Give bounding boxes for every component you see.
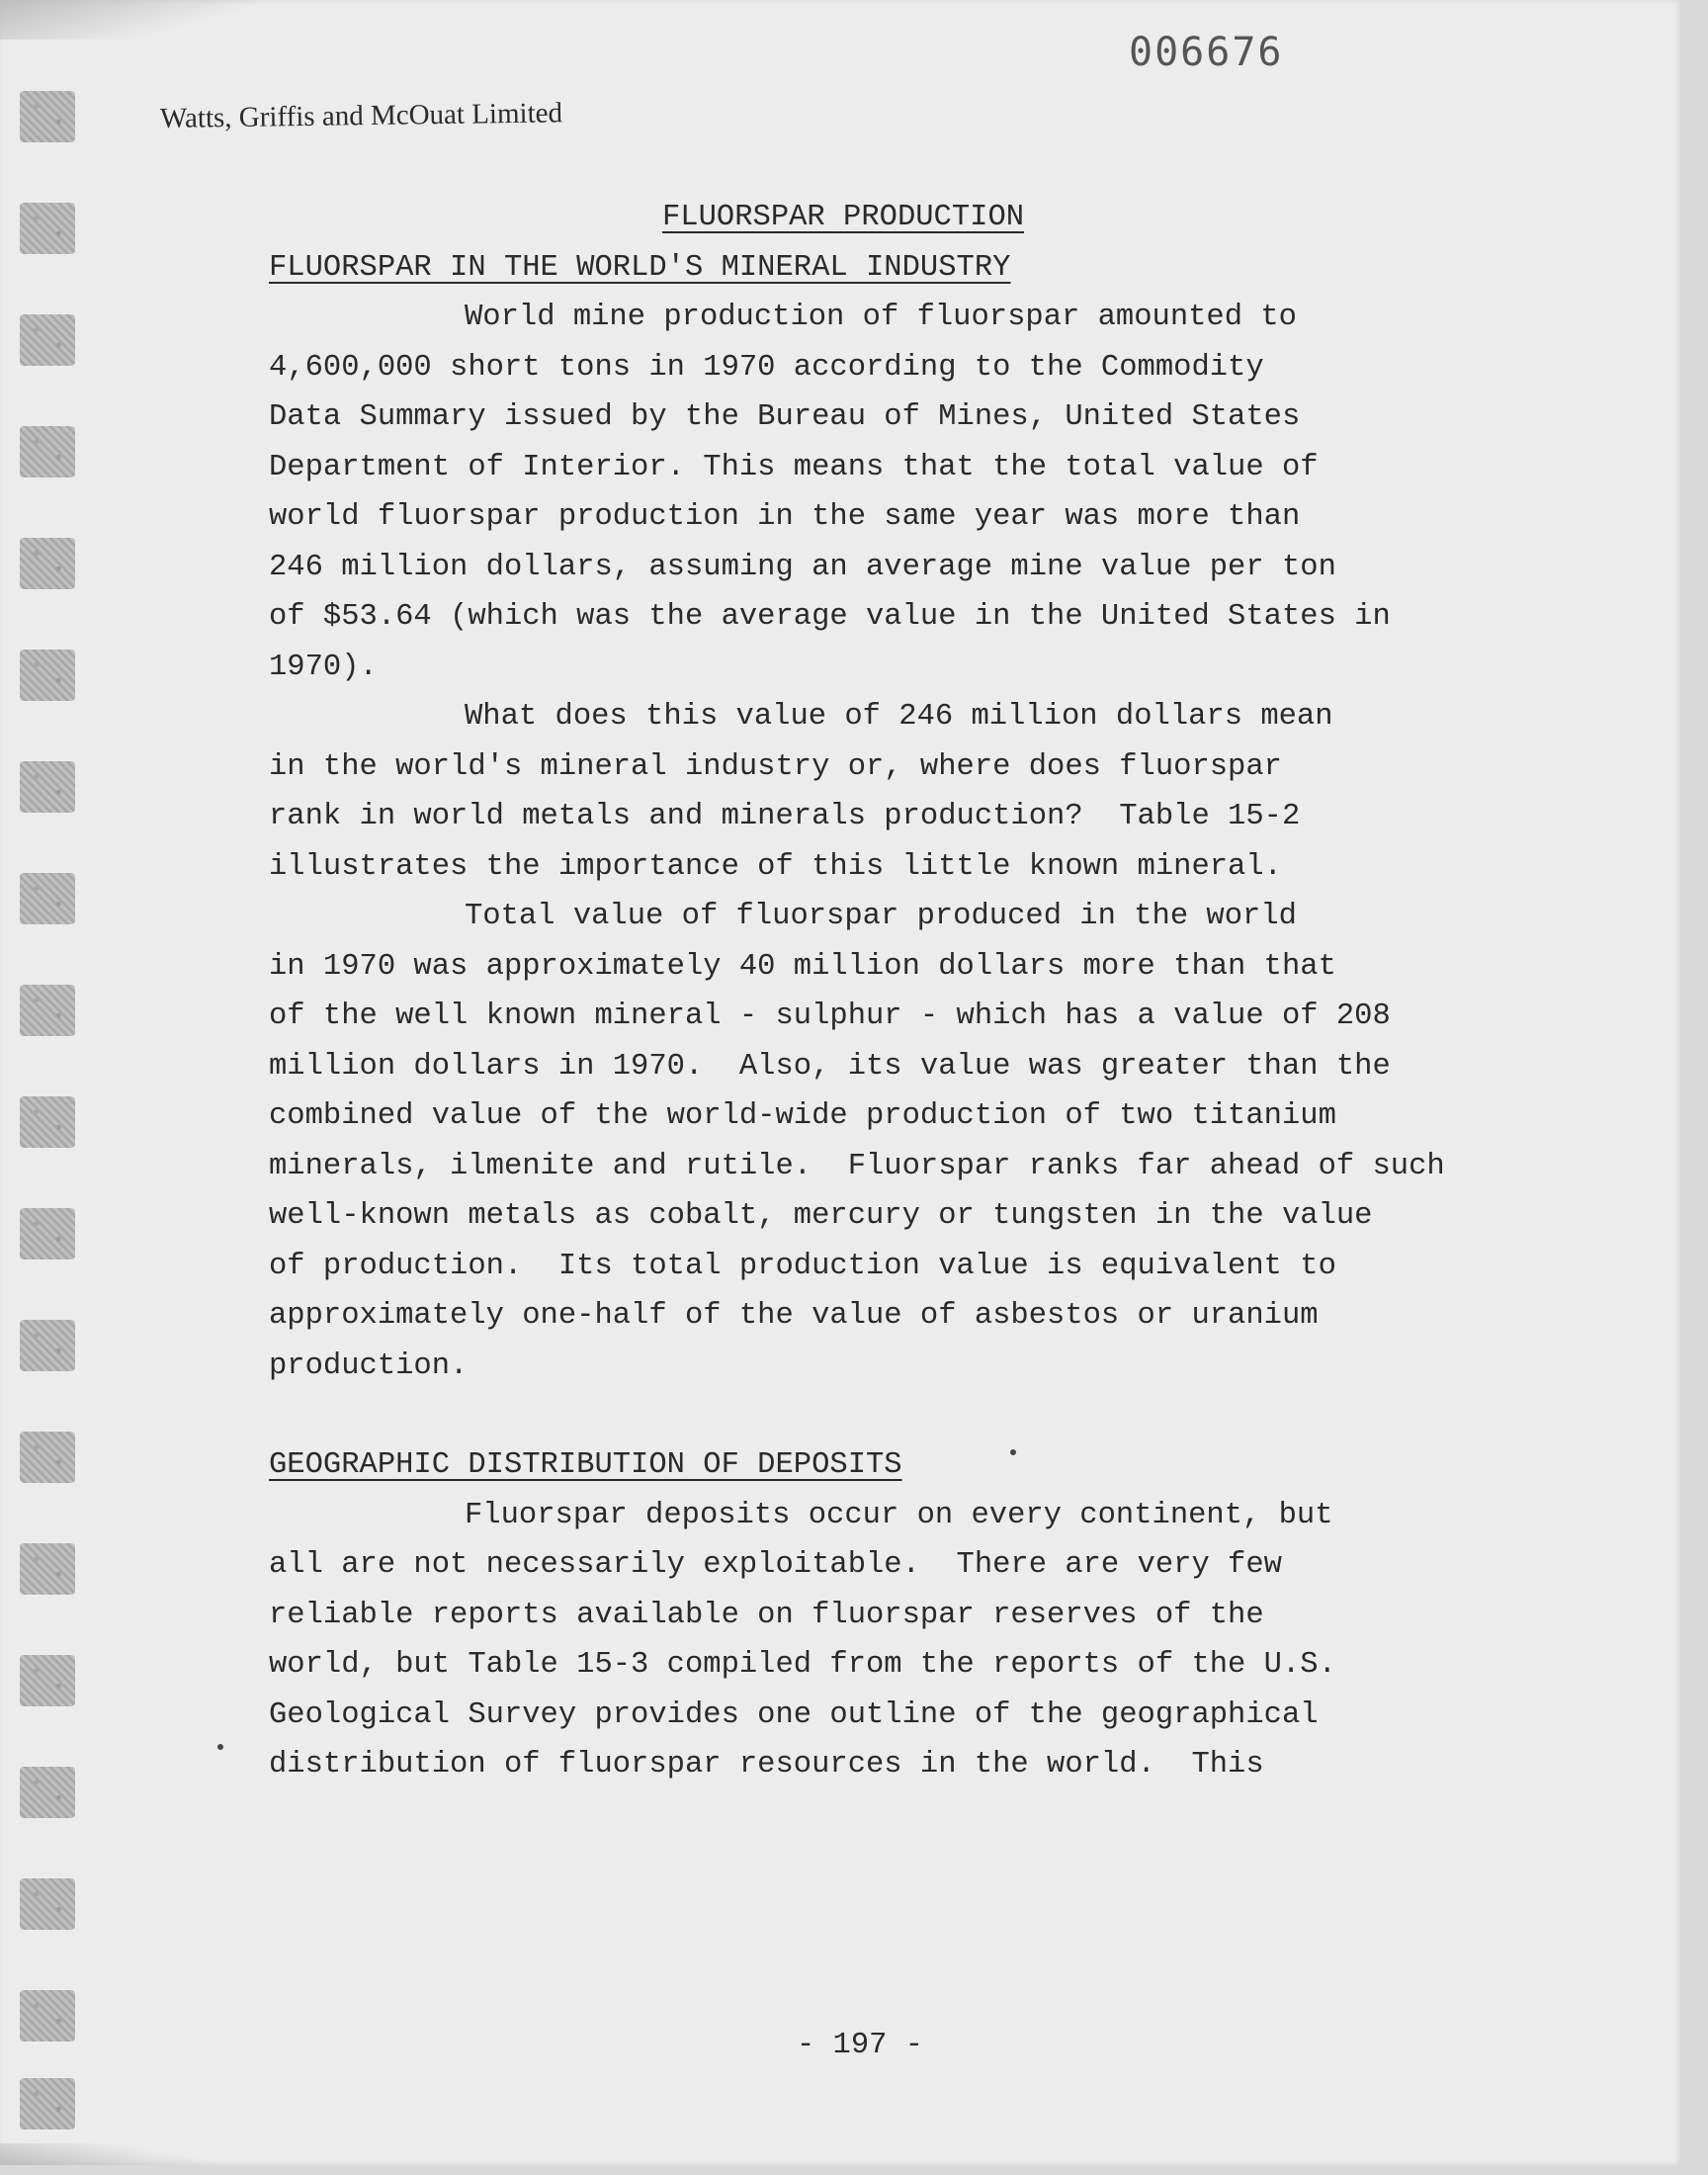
text-line: world fluorspar production in the same year was more than — [269, 500, 1301, 534]
text-line: Department of Interior. This means that the total value of — [269, 450, 1319, 484]
text-line: of $53.64 (which was the average value in the United States in — [269, 600, 1391, 634]
paragraph — [269, 293, 1574, 692]
binding-hole — [20, 314, 75, 366]
ink-speck — [217, 1744, 223, 1750]
text-line: all are not necessarily exploitable. There are very few — [269, 1548, 1282, 1582]
text-line: million dollars in 1970. Also, its value was greater than the — [269, 1049, 1391, 1084]
binding-hole — [20, 426, 75, 478]
section-spacer — [269, 1391, 1574, 1440]
letterhead: Watts, Griffis and McOuat Limited — [159, 97, 563, 134]
section-world-mineral-industry — [269, 243, 1574, 1392]
binding-hole — [20, 1767, 75, 1818]
binding-hole — [20, 873, 75, 924]
section-heading: GEOGRAPHIC DISTRIBUTION OF DEPOSITS — [269, 1448, 902, 1482]
text-line: in 1970 was approximately 40 million dollars more than that — [269, 949, 1336, 984]
binding-hole — [20, 1096, 75, 1148]
page-number: - 197 - — [796, 2029, 924, 2062]
document-number: 006676 — [1129, 30, 1284, 75]
text-line: Geological Survey provides one outline of the geographical — [269, 1697, 1319, 1732]
text-line: in the world's mineral industry or, where does fluorspar — [269, 749, 1282, 784]
text-line: Fluorspar deposits occur on every continent, but — [465, 1498, 1333, 1532]
text-line: reliable reports available on fluorspar reserves of the — [269, 1598, 1264, 1632]
text-line: production. — [269, 1348, 469, 1383]
text-line: of production. Its total production value is equivalent to — [269, 1249, 1336, 1283]
binding-hole — [20, 203, 75, 254]
binding-hole — [20, 2078, 75, 2130]
text-line: 246 million dollars, assuming an average mine value per ton — [269, 550, 1336, 584]
binding-holes — [14, 91, 77, 2147]
text-line: What does this value of 246 million dollars mean — [465, 700, 1333, 734]
text-line: 4,600,000 short tons in 1970 according to the Commodity — [269, 350, 1264, 385]
binding-hole — [20, 1432, 75, 1483]
text-line: distribution of fluorspar resources in the world. This — [269, 1748, 1264, 1782]
paragraph — [269, 892, 1574, 1391]
ink-speck — [1010, 1449, 1016, 1455]
text-line: minerals, ilmenite and rutile. Fluorspar ranks far ahead of such — [269, 1149, 1445, 1183]
section-geographic-distribution — [269, 1440, 1574, 1790]
text-line: illustrates the importance of this little known mineral. — [269, 849, 1282, 884]
page-corner-shadow-top — [0, 0, 257, 40]
paragraph — [269, 1491, 1574, 1790]
text-line: Data Summary issued by the Bureau of Mines, United States — [269, 400, 1301, 434]
binding-hole — [20, 985, 75, 1036]
text-line: of the well known mineral - sulphur - which has a value of 208 — [269, 1000, 1391, 1033]
text-line: combined value of the world-wide production of two titanium — [269, 1099, 1336, 1133]
binding-hole — [20, 1208, 75, 1260]
text-line: approximately one-half of the value of asbestos or uranium — [269, 1299, 1319, 1333]
binding-hole — [20, 1320, 75, 1371]
binding-hole — [20, 538, 75, 589]
section-heading: FLUORSPAR IN THE WORLD'S MINERAL INDUSTRY — [269, 250, 1011, 285]
binding-hole — [20, 1878, 75, 1930]
binding-hole — [20, 761, 75, 813]
page-title: FLUORSPAR PRODUCTION — [662, 201, 1025, 234]
binding-hole — [20, 1543, 75, 1595]
binding-hole — [20, 1655, 75, 1706]
binding-hole — [20, 650, 75, 701]
text-line: well-known metals as cobalt, mercury or tungsten in the value — [269, 1199, 1373, 1233]
text-line: World mine production of fluorspar amounted to — [465, 301, 1297, 334]
text-line: rank in world metals and minerals production? Table 15-2 — [269, 800, 1301, 833]
binding-hole — [20, 91, 75, 142]
document-body — [269, 193, 1574, 1790]
text-line: Total value of fluorspar produced in the world — [465, 900, 1297, 933]
paragraph — [269, 692, 1574, 892]
text-line: world, but Table 15-3 compiled from the reports of the U.S. — [269, 1648, 1336, 1682]
text-line: 1970). — [269, 650, 378, 684]
